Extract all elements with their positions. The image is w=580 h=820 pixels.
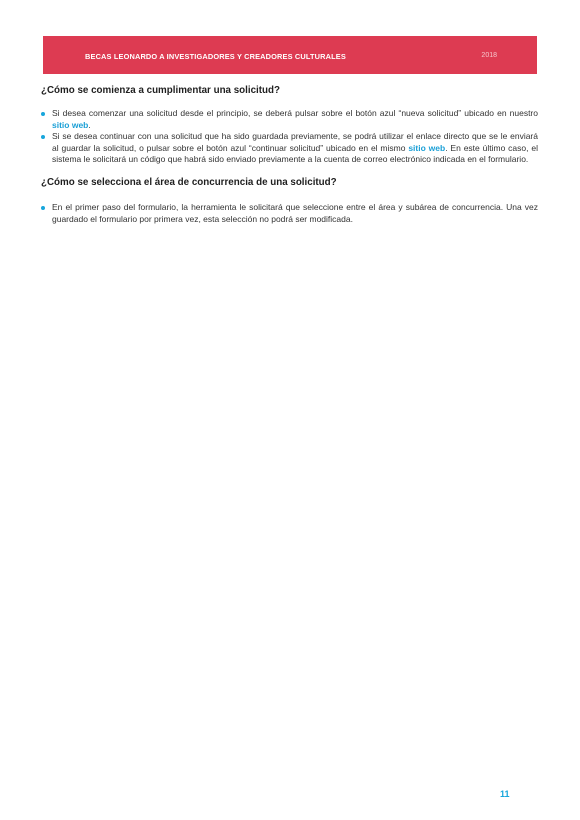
list-item-select-area <box>41 202 538 225</box>
bullet-list-select-area <box>41 202 538 225</box>
header-band <box>43 36 537 74</box>
list-item-new-application <box>41 108 538 131</box>
header-title: BECAS LEONARDO A INVESTIGADORES Y CREADORES CULTURALES <box>85 52 346 61</box>
header-year: 2018 <box>481 52 497 59</box>
document-body <box>41 84 538 225</box>
list-item-text: Si desea comenzar una solicitud desde el principio, se deberá pulsar sobre el botón azul “nueva solicitud” ubicado en nuestro <box>52 108 538 118</box>
website-link[interactable]: sitio web <box>52 119 89 130</box>
list-item-text: Si se desea continuar con una solicitud que ha sido guardada previamente, se podrá utilizar el enlace directo que se le enviará al guardar la solicitud, o pulsar sobre el botón azul “continuar solicitud” ubicado en el mismo <box>52 131 538 153</box>
section-heading-start-application: ¿Cómo se comienza a cumplimentar una solicitud? <box>41 85 280 96</box>
section-heading-select-area: ¿Cómo se selecciona el área de concurrencia de una solicitud? <box>41 176 337 188</box>
bullet-dot-icon <box>41 112 45 116</box>
bullet-dot-icon <box>41 135 45 139</box>
list-item-text-end: . <box>88 119 91 130</box>
website-link[interactable]: sitio web <box>408 142 446 153</box>
page-number: 11 <box>500 789 510 799</box>
bullet-list-start-application <box>41 108 538 166</box>
list-item-text-end: . En este último caso, el sistema le solicitará un código que habrá sido enviado previamente a la cuenta de correo electrónico indicada en el formulario. <box>52 142 538 165</box>
bullet-dot-icon <box>41 206 45 210</box>
list-item-text: En el primer paso del formulario, la herramienta le solicitará que seleccione entre el área y subárea de concurrencia. Una vez guardado el formulario por primera vez, esta selección no podrá ser modificada. <box>52 201 538 224</box>
list-item-continue-application <box>41 131 538 166</box>
